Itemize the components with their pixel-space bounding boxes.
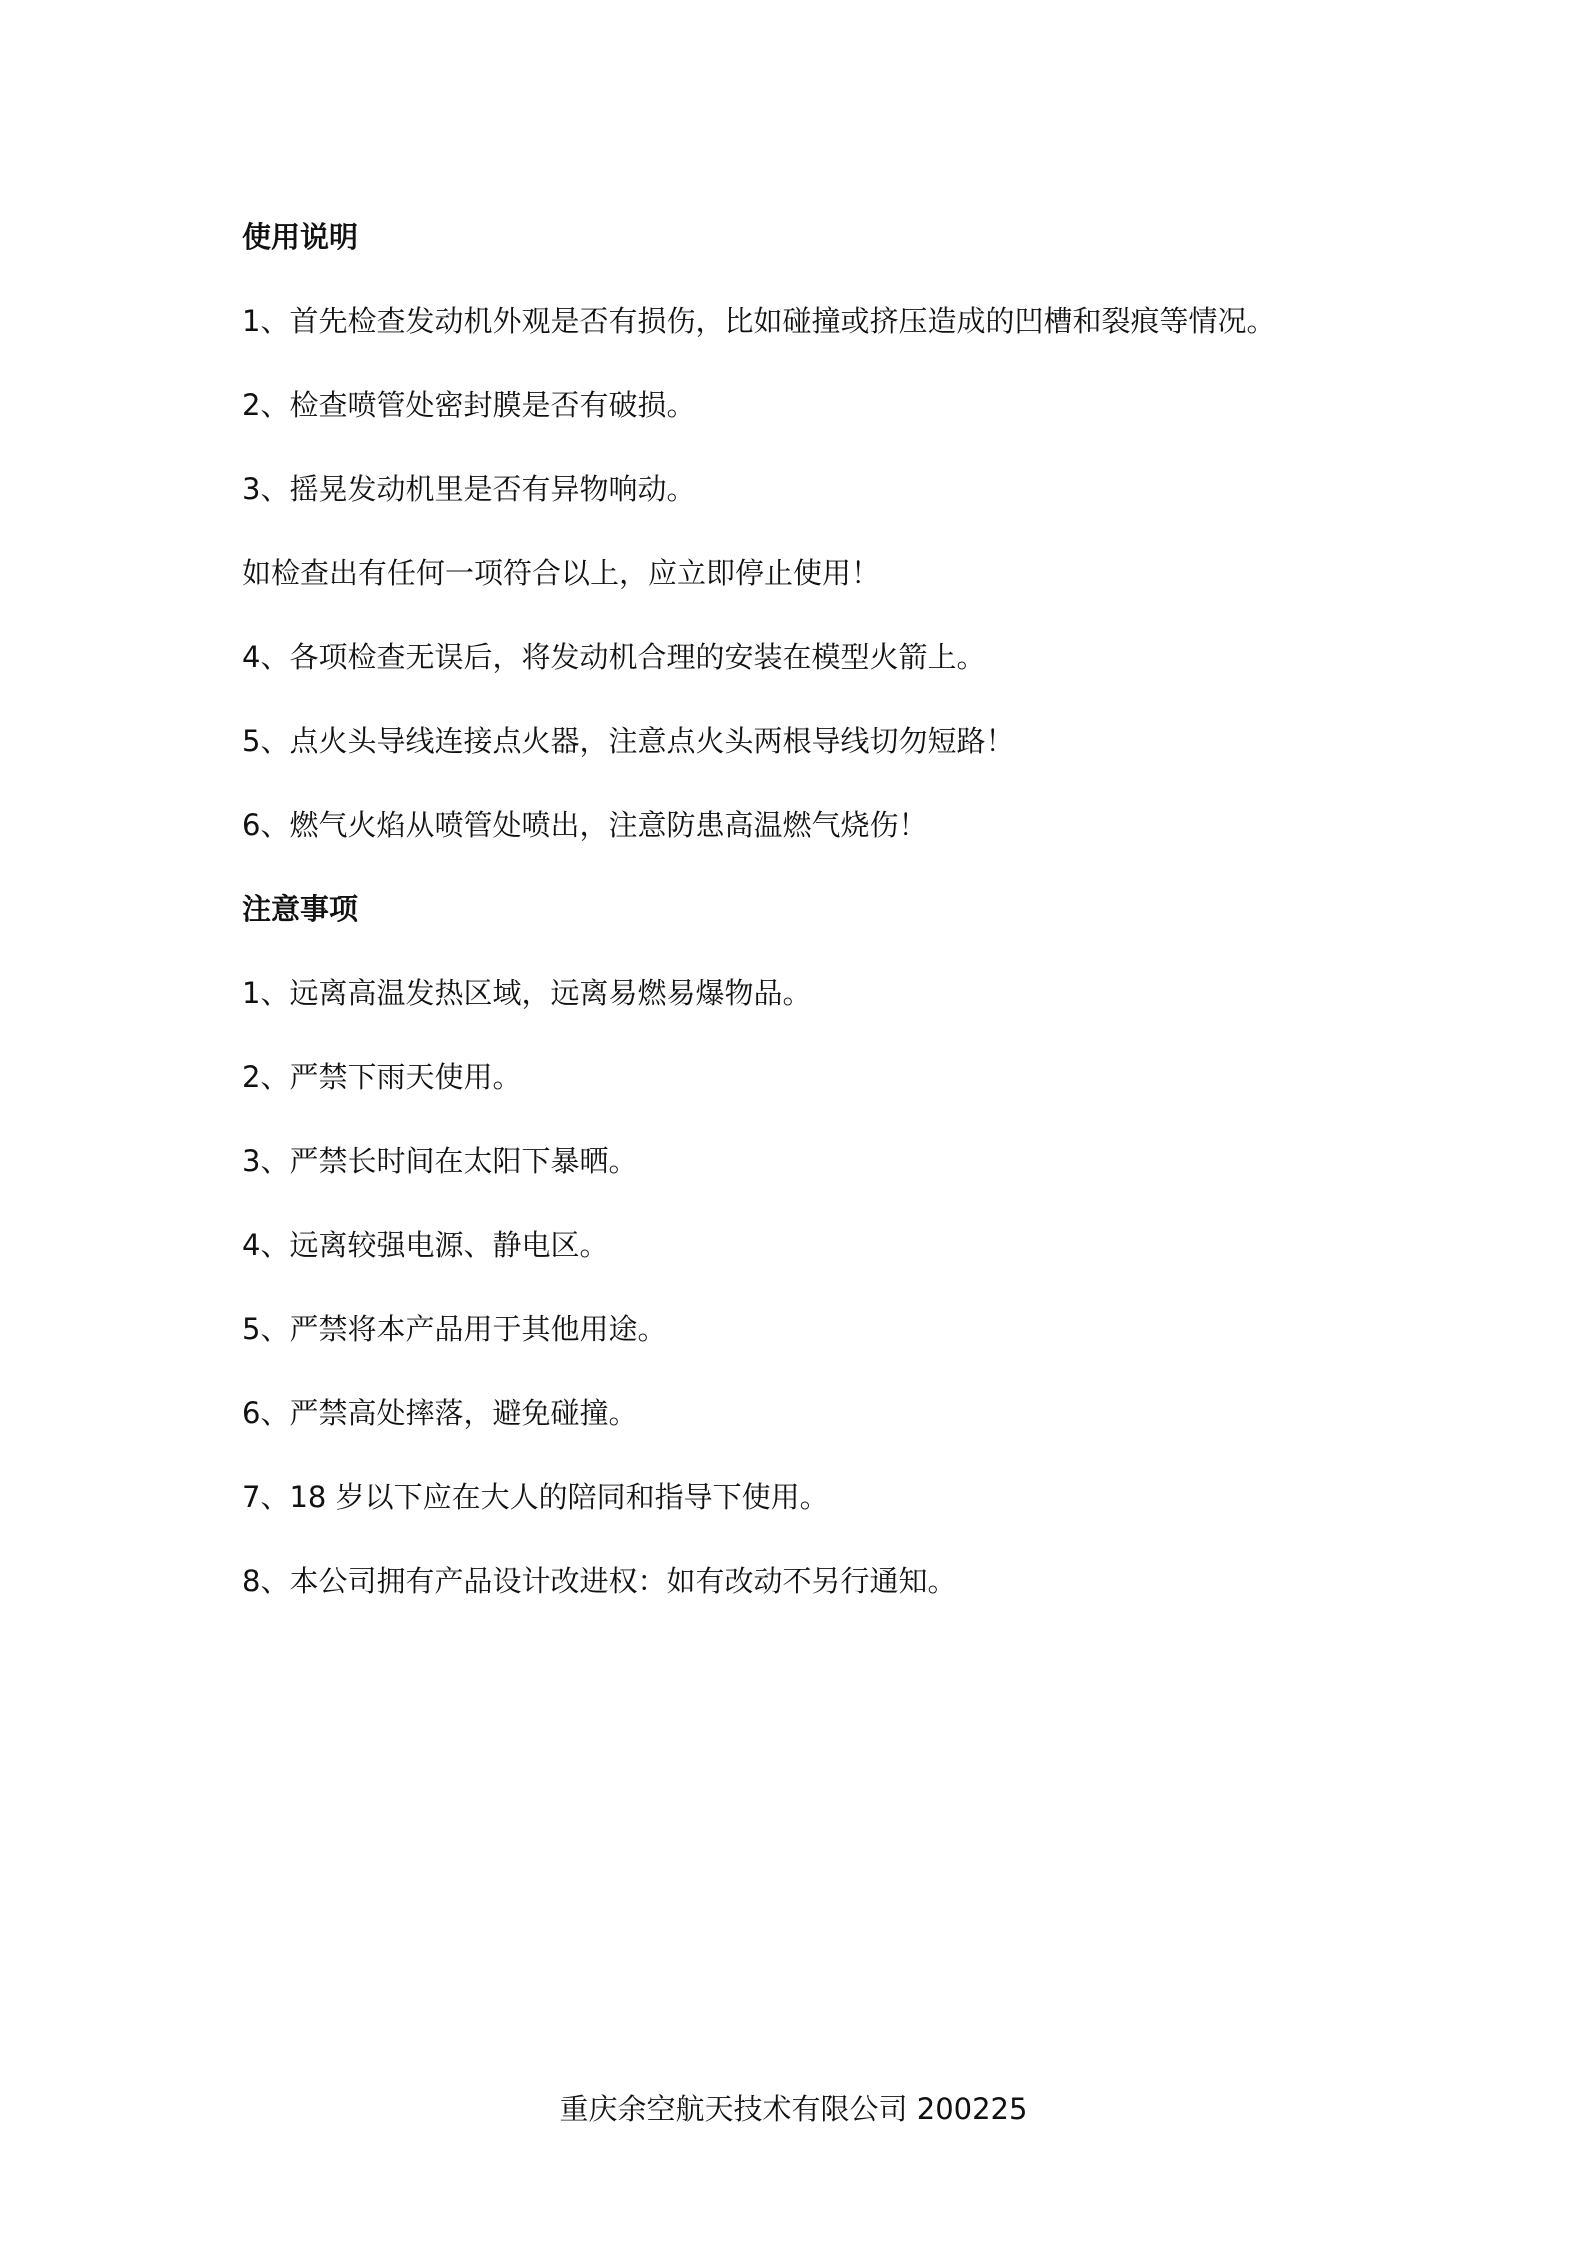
usage-item-5: 5、点火头导线连接点火器，注意点火头两根导线切勿短路！ (242, 724, 1015, 758)
usage-item-4: 4、各项检查无误后，将发动机合理的安装在模型火箭上。 (242, 640, 986, 674)
company-footer: 重庆余空航天技术有限公司 200225 (559, 2092, 1028, 2126)
usage-item-2: 2、检查喷管处密封膜是否有破损。 (242, 388, 696, 422)
caution-item-7: 7、18 岁以下应在大人的陪同和指导下使用。 (242, 1480, 829, 1514)
usage-item-1: 1、首先检查发动机外观是否有损伤，比如碰撞或挤压造成的凹槽和裂痕等情况。 (242, 304, 1276, 338)
usage-heading: 使用说明 (242, 220, 359, 254)
caution-item-1: 1、远离高温发热区域，远离易燃易爆物品。 (242, 976, 812, 1010)
caution-item-8: 8、本公司拥有产品设计改进权：如有改动不另行通知。 (242, 1564, 957, 1598)
usage-item-6: 6、燃气火焰从喷管处喷出，注意防患高温燃气烧伤！ (242, 808, 928, 842)
caution-item-3: 3、严禁长时间在太阳下暴晒。 (242, 1144, 638, 1178)
caution-item-5: 5、严禁将本产品用于其他用途。 (242, 1312, 667, 1346)
cautions-heading: 注意事项 (242, 892, 359, 926)
usage-item-3: 3、摇晃发动机里是否有异物响动。 (242, 472, 696, 506)
caution-item-4: 4、远离较强电源、静电区。 (242, 1228, 609, 1262)
caution-item-2: 2、严禁下雨天使用。 (242, 1060, 522, 1094)
usage-warning: 如检查出有任何一项符合以上，应立即停止使用！ (242, 556, 881, 590)
caution-item-6: 6、严禁高处摔落，避免碰撞。 (242, 1396, 638, 1430)
